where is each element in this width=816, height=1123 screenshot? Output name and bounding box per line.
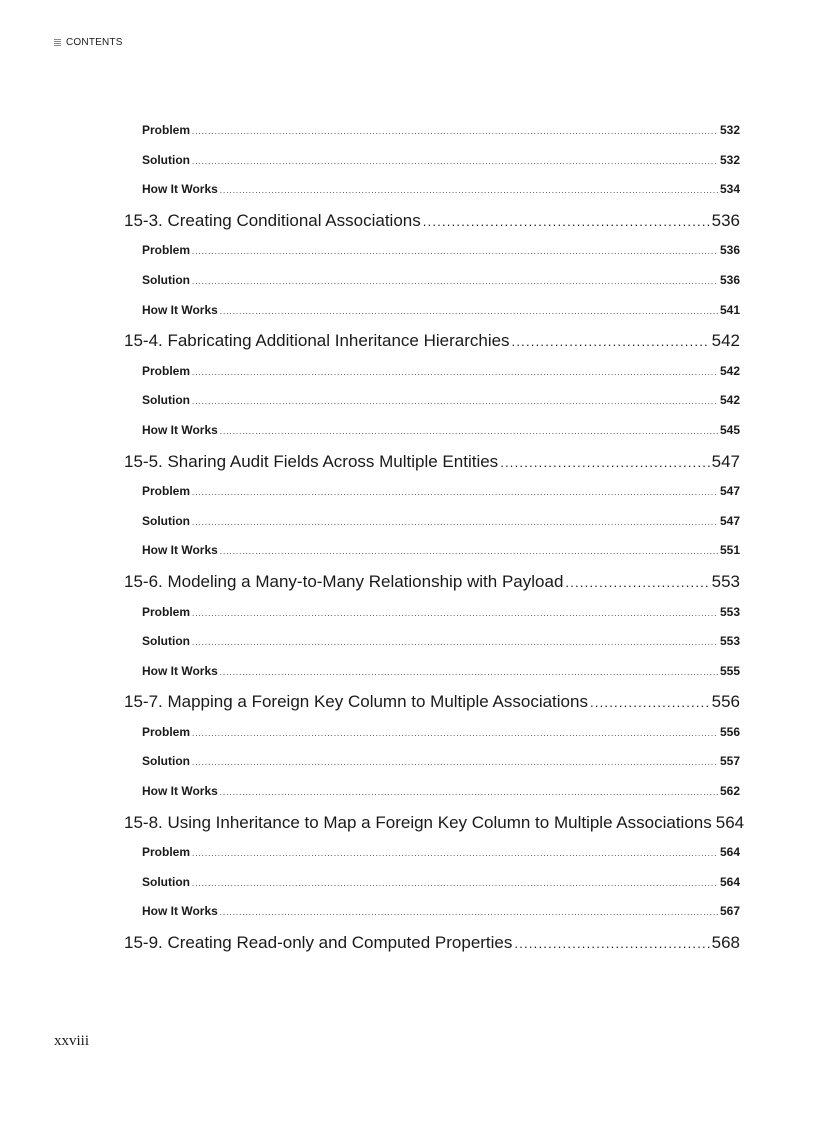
toc-entry-page: 564	[715, 812, 745, 832]
toc-subentry[interactable]	[124, 296, 740, 326]
toc-subentry[interactable]	[124, 175, 740, 205]
toc-subentry[interactable]	[124, 598, 740, 628]
toc-entry-page: 553	[719, 634, 740, 649]
toc-entry-title: Solution	[142, 513, 190, 528]
toc-entry-page: 536	[719, 243, 740, 258]
dot-leader	[565, 566, 709, 599]
running-head-mark-icon	[54, 39, 61, 46]
toc-entry-page: 534	[719, 182, 740, 197]
toc-entry-page: 556	[719, 724, 740, 739]
toc-entry-page: 568	[711, 933, 740, 953]
dot-leader	[192, 507, 718, 538]
toc-entry-title: Problem	[142, 484, 191, 499]
dot-leader	[220, 536, 718, 567]
toc-entry-title: 15-5. Sharing Audit Fields Across Multiple Entities	[124, 451, 499, 471]
toc-subentry[interactable]	[124, 627, 740, 657]
toc-entry-title: 15-7. Mapping a Foreign Key Column to Multiple Associations	[124, 692, 588, 712]
toc-subentry[interactable]	[124, 266, 740, 296]
toc-subentry[interactable]	[124, 116, 740, 146]
toc-subentry[interactable]	[124, 838, 740, 868]
toc-entry-title: 15-4. Fabricating Additional Inheritance Hierarchies	[124, 331, 510, 351]
toc-entry-page: 541	[719, 302, 740, 317]
toc-entry-title: How It Works	[142, 182, 218, 197]
dot-leader	[192, 868, 718, 899]
toc-subentry[interactable]	[124, 386, 740, 416]
toc-section-entry[interactable]	[124, 325, 740, 357]
toc-subentry[interactable]	[124, 747, 740, 777]
toc-subentry[interactable]	[124, 868, 740, 898]
toc-entry-title: 15-8. Using Inheritance to Map a Foreign Key Column to Multiple Associations	[124, 812, 712, 832]
dot-leader	[192, 236, 718, 267]
dot-leader	[192, 838, 718, 869]
dot-leader	[192, 146, 718, 177]
dot-leader	[192, 386, 718, 417]
toc-subentry[interactable]	[124, 416, 740, 446]
dot-leader	[192, 747, 718, 778]
toc-section-entry[interactable]	[124, 686, 740, 718]
toc-entry-page: 532	[719, 123, 740, 137]
toc-entry-title: How It Works	[142, 422, 218, 437]
toc-entry-title: How It Works	[142, 543, 218, 558]
toc-subentry[interactable]	[124, 507, 740, 537]
toc-entry-page: 542	[719, 363, 740, 378]
toc-entry-page: 532	[719, 152, 740, 167]
running-head-label: CONTENTS	[66, 37, 123, 48]
toc-entry-title: Solution	[142, 754, 190, 769]
toc-subentry[interactable]	[124, 357, 740, 387]
toc-subentry[interactable]	[124, 718, 740, 748]
running-head	[54, 37, 123, 48]
dot-leader	[500, 446, 709, 479]
dot-leader	[220, 777, 718, 808]
toc-section-entry[interactable]	[124, 807, 745, 839]
toc-entry-page: 547	[719, 484, 740, 499]
dot-leader	[220, 175, 718, 206]
toc-entry-title: How It Works	[142, 302, 218, 317]
toc-entry-page: 547	[711, 451, 740, 471]
toc-section-entry[interactable]	[124, 446, 740, 478]
toc-subentry[interactable]	[124, 657, 740, 687]
toc-entry-title: Problem	[142, 123, 191, 137]
table-of-contents	[124, 116, 745, 959]
toc-entry-title: Solution	[142, 152, 190, 167]
toc-entry-page: 564	[719, 845, 740, 860]
toc-entry-page: 536	[711, 210, 740, 230]
toc-subentry[interactable]	[124, 897, 740, 927]
toc-entry-title: 15-6. Modeling a Many-to-Many Relationship with Payload	[124, 571, 564, 591]
toc-section-entry[interactable]	[124, 205, 740, 237]
toc-entry-title: Solution	[142, 874, 190, 889]
dot-leader	[192, 598, 718, 629]
toc-entry-page: 545	[719, 422, 740, 437]
dot-leader	[192, 357, 718, 388]
page-number: xxviii	[54, 1033, 90, 1049]
toc-subentry[interactable]	[124, 777, 740, 807]
dot-leader	[220, 657, 718, 688]
toc-entry-title: 15-9. Creating Read-only and Computed Properties	[124, 933, 513, 953]
dot-leader	[220, 296, 718, 327]
toc-entry-title: Problem	[142, 845, 191, 860]
toc-entry-page: 547	[719, 513, 740, 528]
dot-leader	[423, 205, 710, 238]
toc-entry-page: 551	[719, 543, 740, 558]
toc-entry-page: 536	[719, 272, 740, 287]
toc-subentry[interactable]	[124, 477, 740, 507]
toc-entry-title: How It Works	[142, 663, 218, 678]
toc-entry-title: Solution	[142, 634, 190, 649]
toc-entry-page: 564	[719, 874, 740, 889]
toc-entry-title: How It Works	[142, 784, 218, 799]
toc-entry-page: 542	[719, 393, 740, 408]
toc-entry-title: 15-3. Creating Conditional Associations	[124, 210, 421, 230]
toc-entry-title: How It Works	[142, 904, 218, 919]
toc-entry-title: Problem	[142, 363, 191, 378]
toc-section-entry[interactable]	[124, 927, 740, 959]
toc-subentry[interactable]	[124, 236, 740, 266]
dot-leader	[590, 686, 710, 719]
toc-subentry[interactable]	[124, 536, 740, 566]
toc-section-entry[interactable]	[124, 566, 740, 598]
dot-leader	[192, 266, 718, 297]
dot-leader	[192, 627, 718, 658]
toc-entry-page: 556	[711, 692, 740, 712]
toc-entry-page: 557	[719, 754, 740, 769]
toc-entry-title: Problem	[142, 724, 191, 739]
dot-leader	[220, 897, 718, 928]
dot-leader	[192, 718, 718, 749]
dot-leader	[192, 116, 718, 147]
dot-leader	[512, 325, 710, 358]
toc-subentry[interactable]	[124, 146, 740, 176]
toc-entry-title: Solution	[142, 272, 190, 287]
toc-entry-page: 553	[719, 604, 740, 619]
toc-entry-title: Problem	[142, 243, 191, 258]
toc-entry-page: 553	[711, 571, 740, 591]
toc-entry-page: 567	[719, 904, 740, 919]
toc-entry-page: 555	[719, 663, 740, 678]
dot-leader	[220, 416, 718, 447]
toc-entry-title: Problem	[142, 604, 191, 619]
toc-entry-page: 542	[711, 331, 740, 351]
dot-leader	[514, 927, 709, 960]
dot-leader	[192, 477, 718, 508]
toc-entry-page: 562	[719, 784, 740, 799]
toc-entry-title: Solution	[142, 393, 190, 408]
